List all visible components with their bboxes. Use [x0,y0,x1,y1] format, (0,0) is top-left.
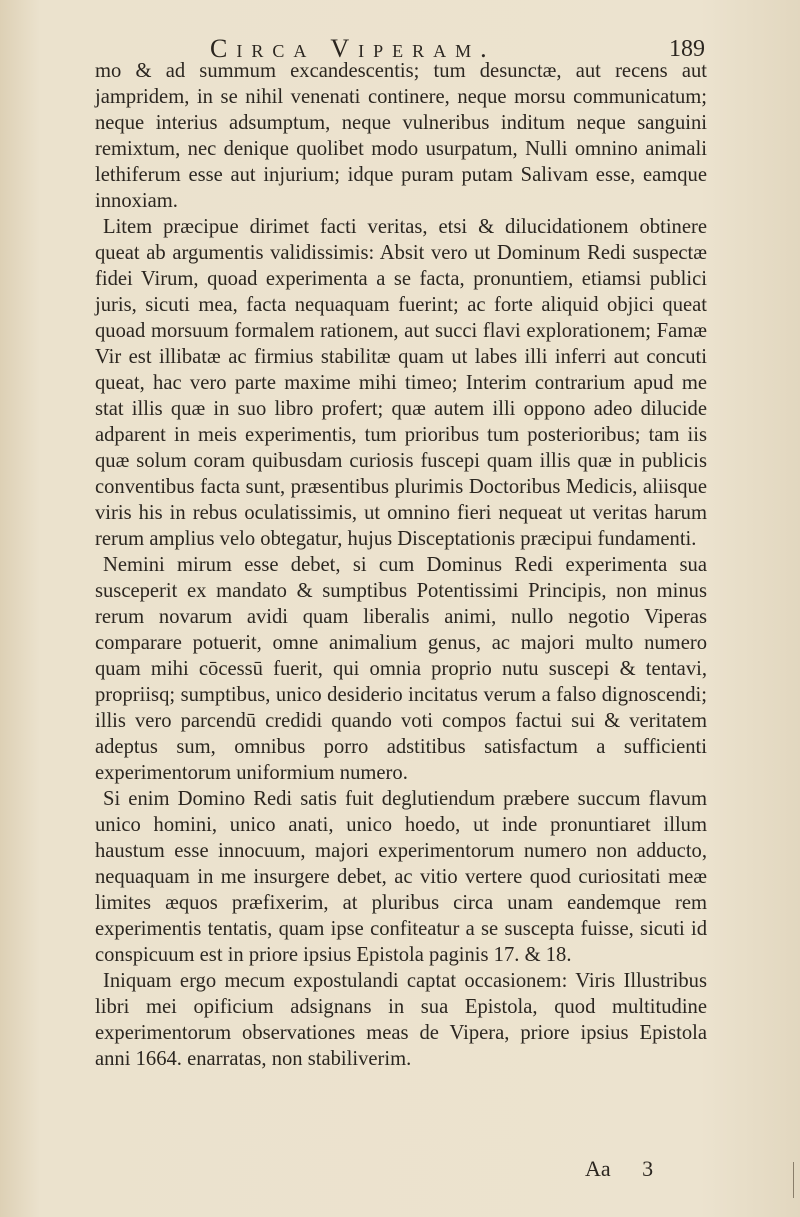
paragraph: Iniquam ergo mecum expostulandi captat occasionem: Viris Illustribus libri mei opificium adsignans in sua Epistola, quod multitudine experimentorum observationes meas de Vipera, priore ipsius Epistola anni 1664. enarratas, non stabiliverim. [95,970,707,1070]
paragraph: Nemini mirum esse debet, si cum Dominus Redi experimenta sua susceperit ex mandato & sumptibus Potentissimi Principis, non minus rerum novarum avidi quam liberalis animi, nullo negotio Viperas comparare potuerit, omne animalium genus, ac majori multo numero quam mihi cōcessū fuerit, qui omnia proprio nutu suscepi & tentavi, propriisq; sumptibus, unico desiderio incitatus verum a falso dignoscendi; illis vero parcendū credidi quando voti compos factui sui & veritatem adeptus sum, omnibus porro adstitibus satisfactum a sufficienti experimentorum uniformium numero. [95,554,707,784]
paragraph: mo & ad summum excandescentis; tum desunctæ, aut recens aut jampridem, in se nihil venenati continere, neque morsu communicatum; neque interius adsumptum, neque vulneribus inditum neque sanguini remixtum, nec denique quolibet modo usurpatum, Nulli omnino animali lethiferum esse aut injurium; idque puram putam Salivam esse, eamque innoxiam. [95,60,707,212]
paragraph: Litem præcipue dirimet facti veritas, etsi & dilucidationem obtinere queat ab argumentis validissimis: Absit vero ut Dominum Redi suspectæ fidei Virum, quoad experimenta a se facta, pronuntiem, etiamsi publici juris, sicuti mea, facta nequaquam fuerint; ac forte aliquid objici queat quoad morsuum formalem rationem, aut succi flavi explorationem; Famæ Vir est illibatæ ac firmius stabilitæ quam ut labes illi inferri aut concuti queat, hac vero parte maxime mihi timeo; Interim contrarium apud me stat illis quæ in suo libro profert; quæ autem illi oppono adeo dilucide adparent in meis experimentis, tum prioribus tum posterioribus; tam iis quæ solum coram quibusdam curiosis fuscepi quam illis quæ in publicis conventibus facta sunt, præsentibus plurimis Doctoribus Medicis, aliisque viris his in rebus oculatissimis, ut omnino fieri nequeat ut veritas harum rerum amplius velo obtegatur, hujus Disceptationis præcipui fundamenti. [95,216,707,550]
page-number: 189 [669,36,705,62]
paragraph: Si enim Domino Redi satis fuit deglutiendum præbere succum flavum unico homini, unico anati, unico hoedo, ut inde pronuntiaret illum haustum esse innocuum, majori experimentorum numero non adducto, nequaquam in me insurgere debet, ac vitio vertere quod curiositati meæ limites æquos præfixerim, at pluribus circa unam eandemque rem experimentis tentatis, quam ipse confiteatur a se suscepta fuisse, sicuti id conspicuum est in priore ipsius Epistola paginis 17. & 18. [95,788,707,966]
page-edge-mark [793,1162,794,1198]
catchword-signature: Aa 3 [585,1156,654,1181]
running-head: Circa Viperam. [210,34,496,63]
body-text [95,58,707,1072]
